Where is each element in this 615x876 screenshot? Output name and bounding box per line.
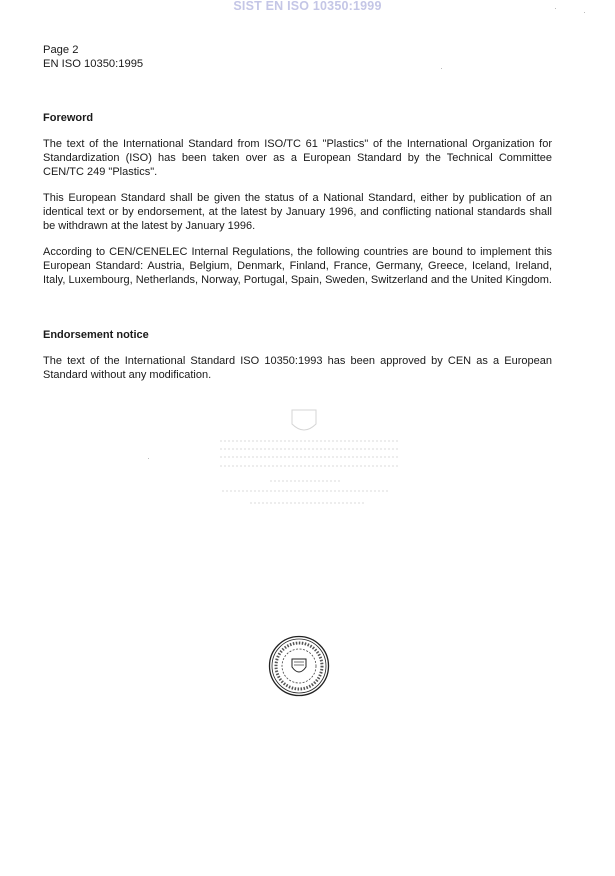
scan-speck <box>148 458 149 459</box>
scan-speck <box>555 8 556 9</box>
foreword-paragraph-2: This European Standard shall be given the status of a National Standard, either by publication of an identical text or by endorsement, at the latest by January 1996, and conflicting national standards shall be withdrawn at the latest by January 1996. <box>43 192 552 232</box>
foreword-paragraph-3: According to CEN/CENELEC Internal Regulations, the following countries are bound to implement this European Standard: Austria, Belgium, Denmark, Finland, France, Germany, Greece, Iceland, Ireland, Italy, Luxembourg, Netherlands, Norway, Portugal, Spain, Sweden, Switzerland and the United Kingdom. <box>43 246 552 286</box>
endorsement-heading: Endorsement notice <box>43 329 149 341</box>
page-header <box>43 43 143 71</box>
faded-institution-stamp-icon <box>200 405 410 515</box>
official-round-seal-icon <box>268 635 330 697</box>
foreword-heading: Foreword <box>43 112 94 124</box>
scan-speck <box>584 12 585 13</box>
standard-id: EN ISO 10350:1995 <box>43 58 144 70</box>
foreword-paragraph-1: The text of the International Standard from ISO/TC 61 "Plastics" of the International Organization for Standardization (ISO) has been taken over as a European Standard by the Technical Committee CEN/TC 249 "Plastics". <box>43 138 552 178</box>
page-number: Page 2 <box>43 44 79 56</box>
document-watermark: SIST EN ISO 10350:1999 <box>233 0 382 13</box>
scan-speck <box>441 68 442 69</box>
endorsement-paragraph: The text of the International Standard ISO 10350:1993 has been approved by CEN as a European Standard without any modification. <box>43 355 552 381</box>
